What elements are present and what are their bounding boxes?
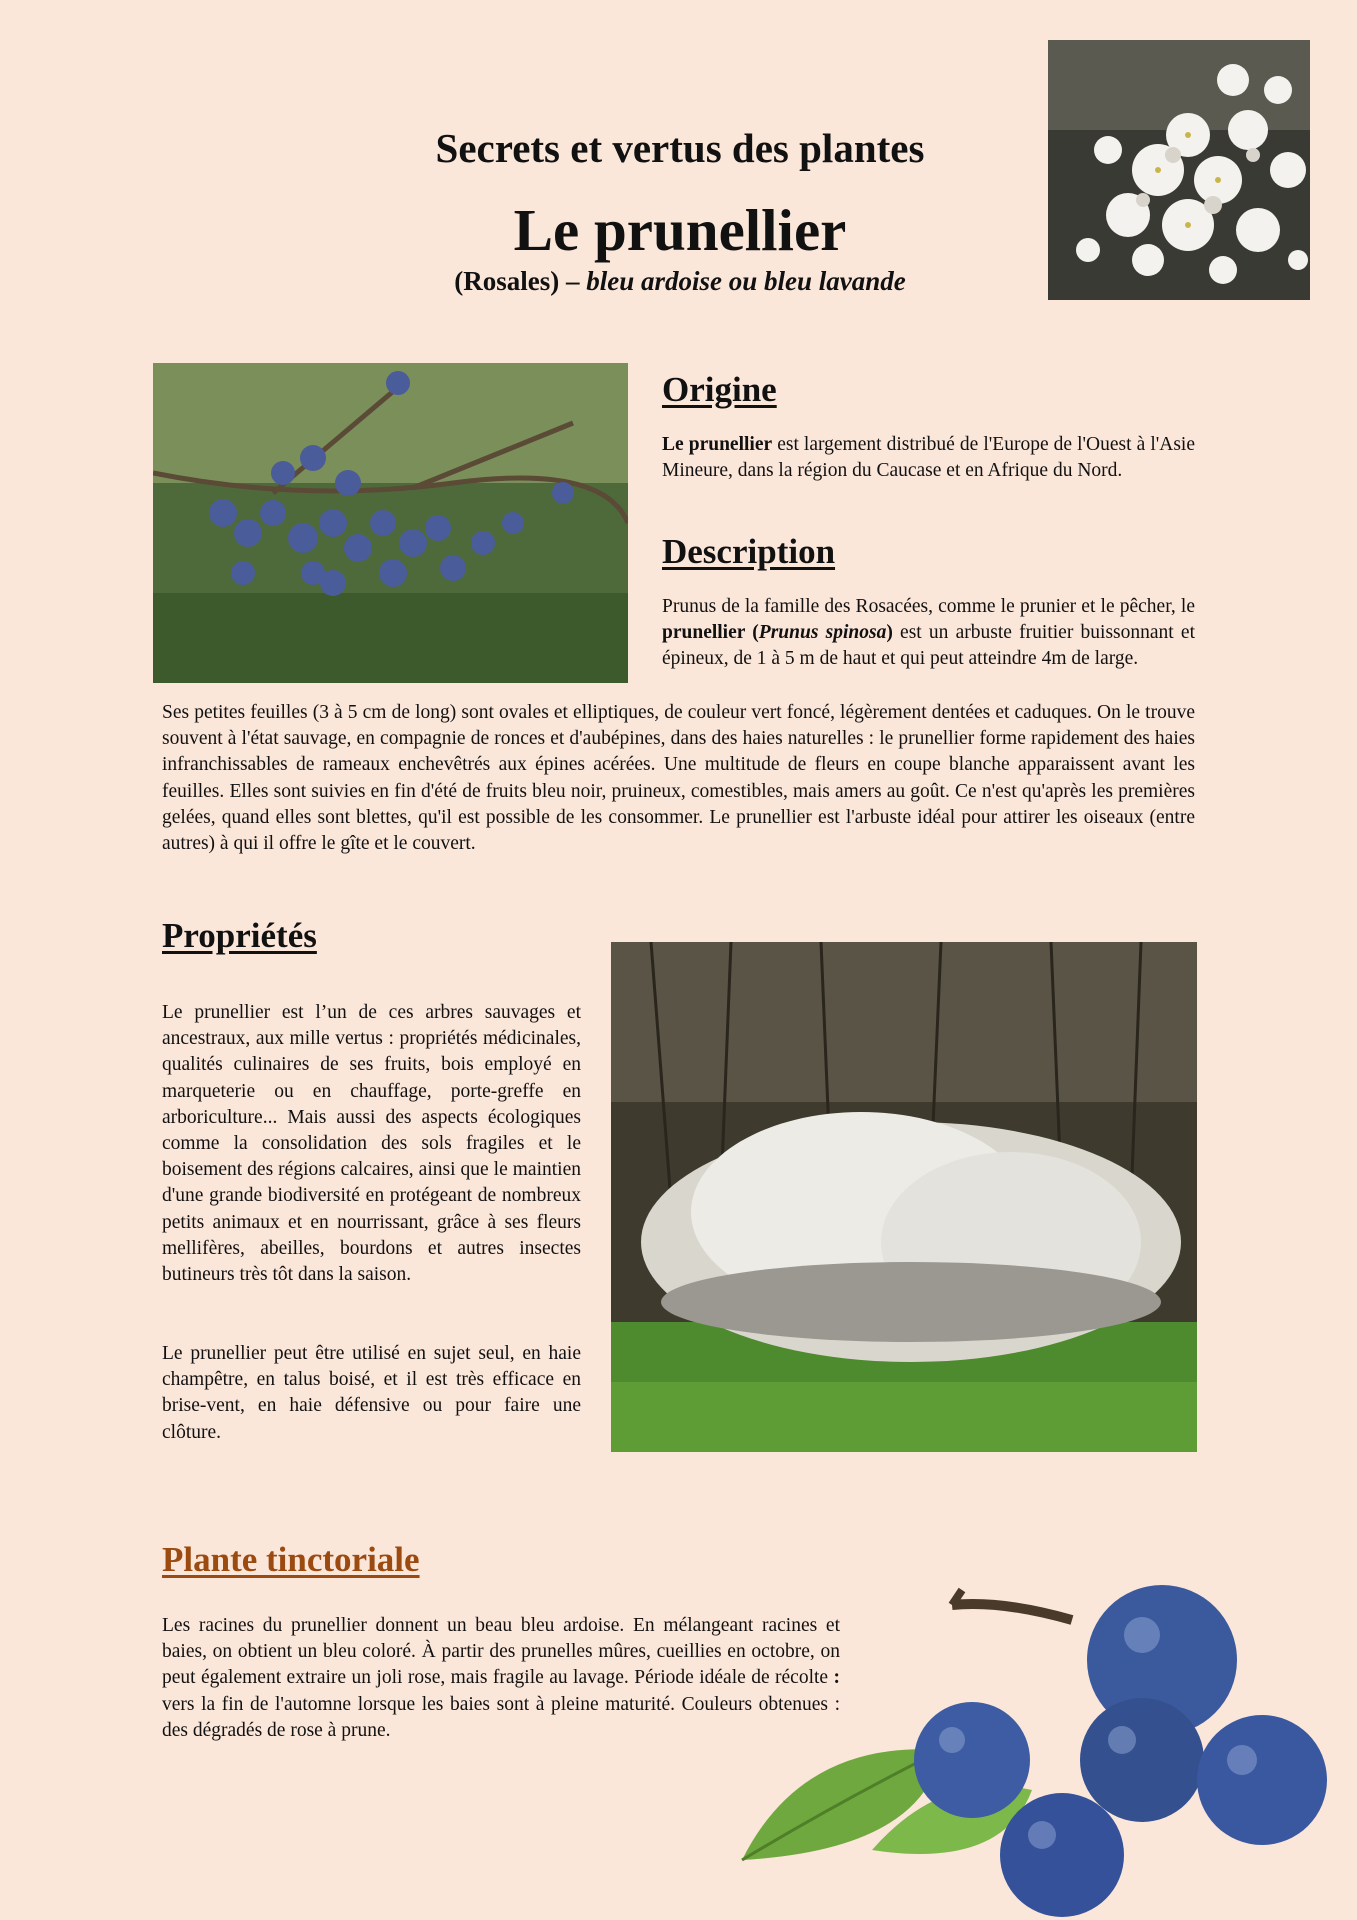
tinctoriale-text-rest: vers la fin de l'automne lorsque les baies sont à pleine maturité. Couleurs obtenues : des dégradés de rose à prune. [162, 1693, 840, 1741]
document-subtitle [300, 266, 1060, 297]
description-latin-name: Prunus spinosa [758, 622, 887, 644]
description-bold-name: prunellier ( [662, 622, 759, 644]
document-supertitle: Secrets et vertus des plantes [435, 125, 925, 171]
origine-paragraph [662, 432, 1195, 484]
proprietes-paragraph-2: Le prunellier peut être utilisé en sujet seul, en haie champêtre, en talus boisé, et il est très efficace en brise-vent, en haie défensive ou pour faire une clôture. [162, 1343, 581, 1443]
flowering-shrub-photo [611, 942, 1197, 1452]
origine-text: est largement distribué de l'Europe de l'Ouest à l'Asie Mineure, dans la région du Caucase et en Afrique du Nord. [662, 434, 1195, 482]
origine-heading: Origine [662, 370, 777, 409]
document-title: Le prunellier [513, 197, 847, 263]
origine-lead: Le prunellier [662, 434, 773, 455]
description-heading: Description [662, 532, 836, 571]
tinctoriale-colon: : [833, 1667, 840, 1689]
description-intro-text: Prunus de la famille des Rosacées, comme le prunier et le pêcher, le [662, 596, 1195, 617]
description-intro-rest: est un arbuste fruitier buissonnant et épineux, de 1 à 5 m de haut et qui peut atteindre 4m de large. [662, 622, 1195, 670]
tinctoriale-text: Les racines du prunellier donnent un beau bleu ardoise. En mélangeant racines et baies, on obtient un bleu coloré. À partir des prunelles mûres, cueillies en octobre, on peut également extraire un joli rose, mais fragile au lavage. Période idéale de récolte [162, 1615, 840, 1689]
tinctoriale-heading: Plante tinctoriale [162, 1540, 420, 1579]
description-intro [662, 594, 1195, 673]
subtitle-color: bleu ardoise ou bleu lavande [586, 266, 906, 296]
description-bold-close: ) [886, 622, 893, 644]
proprietes-heading: Propriétés [162, 916, 317, 955]
subtitle-order: (Rosales) – [454, 266, 580, 296]
sloe-berries-leaves-illustration [712, 1560, 1342, 1920]
proprietes-paragraph-1: Le prunellier est l’un de ces arbres sauvages et ancestraux, aux mille vertus : propriétés médicinales, qualités culinaires de ses fruits, bois employé en marqueterie ou en chauffage, porte-greffe en arboriculture... Mais aussi des aspects écologiques comme la consolidation des sols fragiles et le boisement des régions calcaires, ainsi que le maintien d'une grande biodiversité en protégeant de nombreux petits animaux et en nourrissant, grâce à ses fleurs mellifères, abeilles, bourdons et autres insectes butineurs très tôt dans la saison. [162, 1002, 581, 1286]
description-paragraph: Ses petites feuilles (3 à 5 cm de long) sont ovales et elliptiques, de couleur vert foncé, légèrement dentées et caduques. On le trouve souvent à l'état sauvage, en compagnie de ronces et d'aubépines, dans des haies naturelles : le prunellier forme rapidement des haies infranchissables de rameaux enchevêtrés aux épines acérées. Une multitude de fleurs en coupe blanche apparaissent avant les feuilles. Elles sont suivies en fin d'été de fruits bleu noir, pruineux, comestibles, mais amers au goût. Ce n'est qu'après les premières gelées, quand elles sont blettes, qu'il est possible de les consommer. Le prunellier est l'arbuste idéal pour attirer les oiseaux (entre autres) à qui il offre le gîte et le couvert. [162, 702, 1195, 855]
blossom-photo [1048, 40, 1310, 300]
sloe-berries-photo [153, 363, 628, 683]
